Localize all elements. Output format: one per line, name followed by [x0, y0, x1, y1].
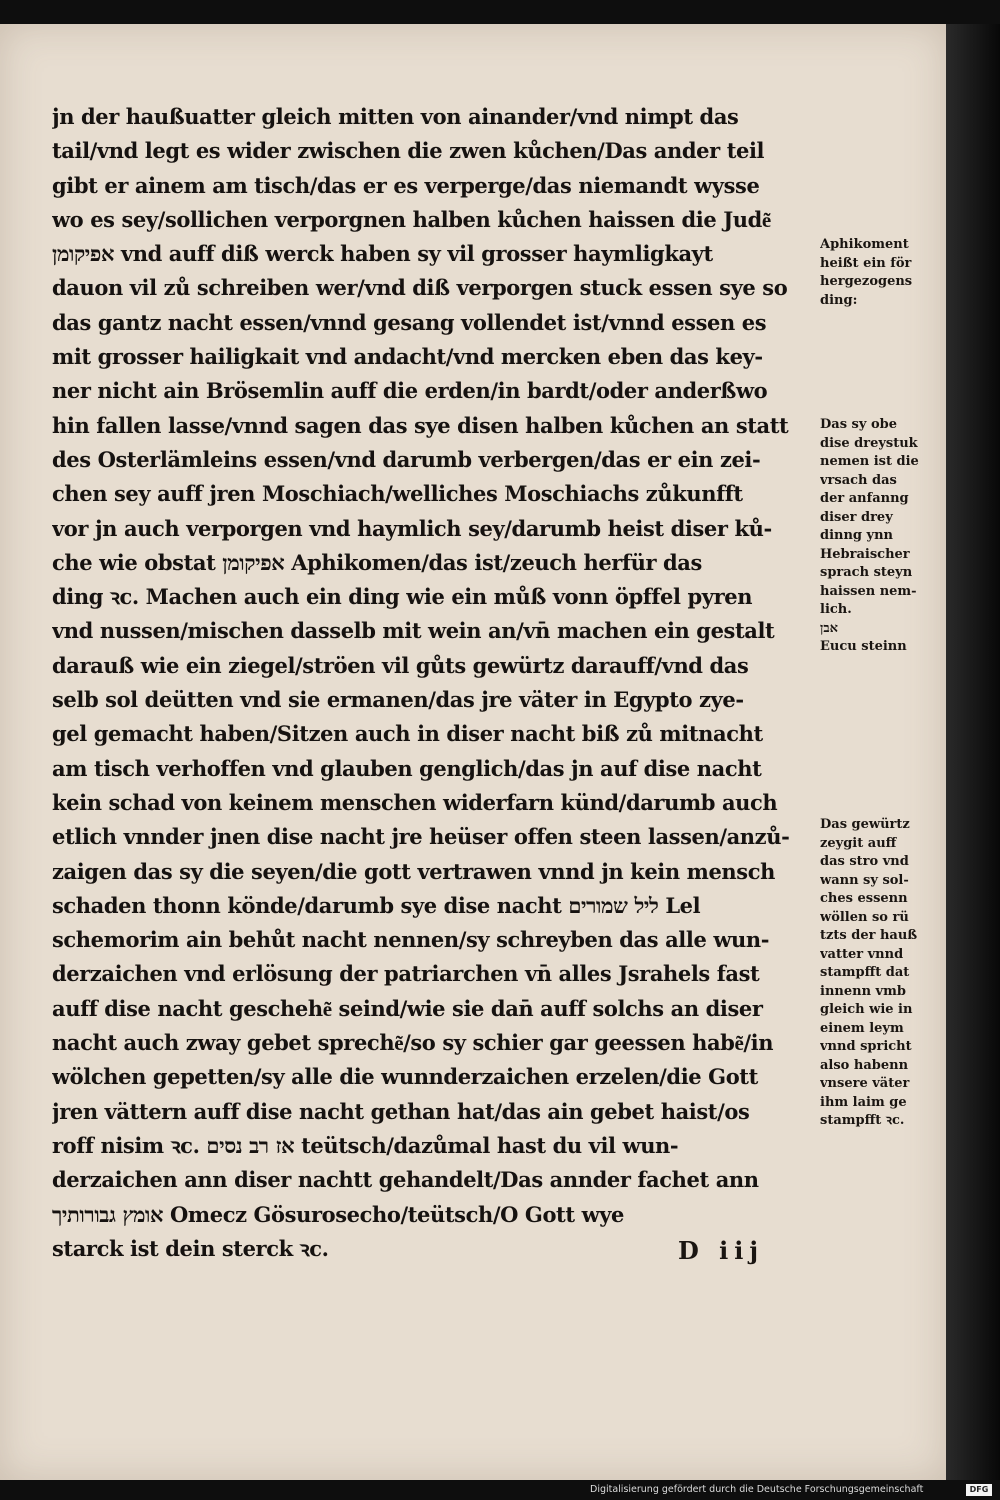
text-line: auff dise nacht geschehe͂ seind/wie sie dan̄ auff solchs an diser [52, 995, 763, 1021]
gloss-line: Das sy obe [820, 417, 897, 432]
gloss-line: hergezogens [820, 274, 913, 289]
text-line: wo es sey/sollichen verporgnen halben kůchen haissen die Jude͂ [52, 206, 771, 232]
gloss-drey-stuck [820, 416, 950, 657]
digitization-credit: Digitalisierung gefördert durch die Deutsche Forschungsgemeinschaft [590, 1484, 924, 1495]
gloss-line: gleich wie in [820, 1002, 913, 1017]
gloss-line: innenn vmb [820, 983, 906, 999]
text-line: nacht auch zway gebet spreche͂/so sy schier gar geessen habe͂/in [52, 1030, 774, 1056]
text-line: che wie obstat אפיקומן Aphikomen/das ist/zeuch herfür das [52, 549, 702, 575]
text-line: vor jn auch verporgen vnd haymlich sey/darumb heist diser ků- [52, 515, 772, 541]
text-line: darauß wie ein ziegel/ströen vil gůts gewürtz darauff/vnd das [52, 652, 749, 678]
gloss-line: vnnd spricht [820, 1039, 912, 1054]
text-line: tail/vnd legt es wider zwischen die zwen kůchen/Das ander teil [52, 138, 765, 164]
gloss-line: sprach steyn [820, 565, 913, 580]
gloss-line: nemen ist die [820, 454, 919, 469]
text-line: wölchen gepetten/sy alle die wunnderzaichen erzelen/die Gott [52, 1064, 758, 1090]
gloss-line: das stro vnd [820, 854, 909, 869]
text-line: zaigen das sy die seyen/die gott vertrawen vnnd jn kein mensch [52, 858, 775, 884]
gloss-line: ches essenn [820, 891, 908, 906]
gloss-line: wann sy sol- [820, 872, 909, 888]
gloss-aphikomen [820, 236, 950, 310]
gloss-line: diser drey [820, 509, 893, 525]
signature-mark: D iij [678, 1236, 765, 1265]
text-line: gel gemacht haben/Sitzen auch in diser nacht biß zů mitnacht [52, 721, 763, 747]
text-line: roff nisim ꝛc. אז רב נסים teütsch/dazůmal hast du vil wun- [52, 1132, 679, 1158]
text-line: vnd nussen/mischen dasselb mit wein an/vn̄ machen ein gestalt [52, 618, 775, 644]
text-line: schemorim ain behůt nacht nennen/sy schreyben das alle wun- [52, 927, 770, 953]
gloss-line: dise dreystuk [820, 435, 918, 451]
gloss-line: vatter vnnd [820, 946, 904, 962]
text-line: gibt er ainem am tisch/das er es verperge/das niemandt wysse [52, 172, 760, 198]
text-line: derzaichen vnd erlösung der patriarchen vn̄ alles Jsrahels fast [52, 961, 760, 987]
gloss-line: אבן [820, 620, 838, 636]
text-line: ner nicht ain Brösemlin auff die erden/in bardt/oder anderßwo [52, 378, 768, 404]
text-line: ding ꝛc. Machen auch ein ding wie ein můß vonn öpffel pyren [52, 584, 753, 610]
gloss-line: haissen nem- [820, 583, 917, 599]
text-line: des Osterlämleins essen/vnd darumb verbergen/das er ein zei- [52, 446, 761, 472]
gloss-gewuertz [820, 816, 950, 1131]
text-line: starck ist dein sterck ꝛc. [52, 1235, 329, 1261]
gloss-line: der anfanng [820, 491, 909, 506]
gloss-line: Aphikoment [820, 237, 909, 252]
gloss-line: vnsere väter [820, 1076, 910, 1091]
gloss-line: Eucu steinn [820, 639, 907, 654]
page-edge-shadow [946, 24, 1000, 1480]
text-line: derzaichen ann diser nachtt gehandelt/Das annder fachet ann [52, 1167, 759, 1193]
gloss-line: vrsach das [820, 472, 897, 488]
text-line: etlich vnnder jnen dise nacht jre heüser offen steen lassen/anzů- [52, 824, 790, 850]
text-line: jren vättern auff dise nacht gethan hat/das ain gebet haist/os [52, 1098, 750, 1124]
gloss-line: ihm laim ge [820, 1094, 907, 1110]
gloss-line: lich. [820, 602, 852, 617]
text-line: hin fallen lasse/vnnd sagen das sye disen halben kůchen an statt [52, 412, 789, 438]
text-line: selb sol deütten vnd sie ermanen/das jre väter in Egypto zye- [52, 687, 744, 713]
gloss-line: einem leym [820, 1020, 904, 1036]
gloss-line: heißt ein för [820, 255, 912, 271]
dfg-logo: DFG [966, 1484, 992, 1496]
gloss-line: stampfft dat [820, 965, 910, 980]
gloss-line: tzts der hauß [820, 928, 918, 943]
text-line: schaden thonn könde/darumb sye dise nacht ליל שמורים Lel [52, 892, 701, 918]
text-line: das gantz nacht essen/vnnd gesang vollendet ist/vnnd essen es [52, 309, 767, 335]
gloss-line: Hebraischer [820, 546, 910, 562]
gloss-line: zeygit auff [820, 835, 897, 851]
text-line: mit grosser hailigkait vnd andacht/vnd mercken eben das key- [52, 344, 763, 370]
gloss-line: also habenn [820, 1057, 909, 1073]
text-line: dauon vil zů schreiben wer/vnd diß verporgen stuck essen sye so [52, 275, 788, 301]
text-line: chen sey auff jren Moschiach/welliches Moschiachs zůkunfft [52, 481, 743, 507]
gloss-line: Das gewürtz [820, 817, 910, 832]
text-line: kein schad von keinem menschen widerfarn künd/darumb auch [52, 789, 778, 815]
text-line: am tisch verhoffen vnd glauben genglich/das jn auf dise nacht [52, 755, 762, 781]
text-line: אפיקומן vnd auff diß werck haben sy vil grosser haymligkayt [52, 241, 713, 267]
gloss-line: ding: [820, 292, 858, 308]
gloss-line: dinng ynn [820, 528, 894, 543]
gloss-line: wöllen so rü [820, 909, 909, 925]
gloss-line: stampfft ꝛc. [820, 1113, 905, 1128]
text-line: jn der haußuatter gleich mitten von ainander/vnd nimpt das [52, 104, 739, 129]
text-line: אומץ גבורותיך Omecz Gösurosecho/teütsch/O Gott wye [52, 1201, 625, 1227]
main-text-block [52, 100, 842, 1266]
